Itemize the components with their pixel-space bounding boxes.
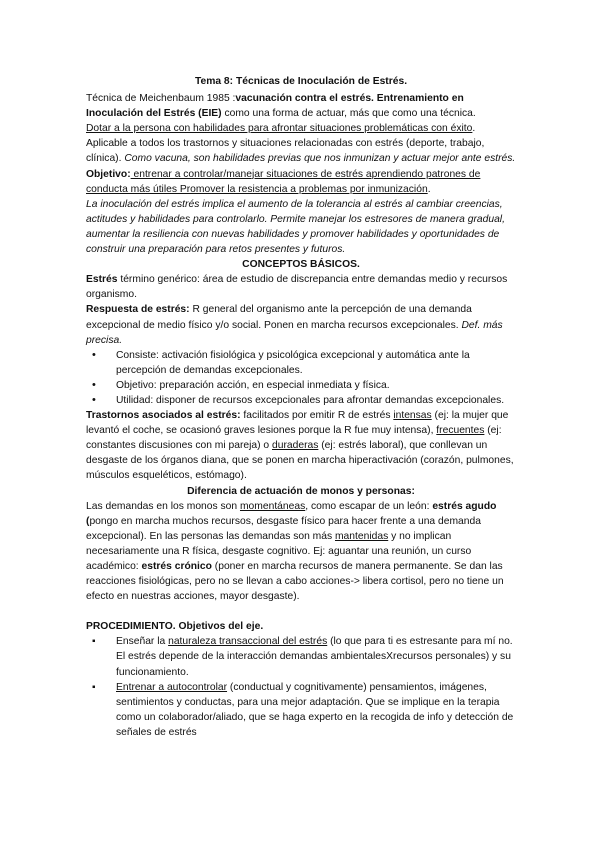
intro-end: .: [427, 183, 431, 195]
estres-text: término genérico: área de estudio de discrepancia entre demandas medio y recursos organismo.: [86, 274, 508, 301]
spacer: [86, 604, 516, 619]
trastornos-paragraph: [86, 408, 516, 483]
trastornos-text: (ej: constantes discusiones con mi pareja) o: [86, 425, 502, 452]
item-text: Enseñar la: [116, 636, 169, 648]
list-item: • Objetivo: preparación acción, en especial inmediata y física.: [86, 378, 516, 393]
item-underlined: Entrenar a autocontrolar: [116, 681, 228, 693]
trastornos-text: (ej: estrés laboral), que conllevan un desgaste de los órganos diana, que se ponen en marcha hiperactivación (corazón, pulmones, músculos esqueléticos, estómago).: [86, 440, 514, 482]
section-heading-conceptos: CONCEPTOS BÁSICOS.: [242, 259, 360, 271]
list-item: [86, 680, 516, 740]
trastornos-duraderas: duraderas: [272, 440, 319, 452]
item-text: (lo que para ti es estresante para mí no. El estrés depende de la interacción demandas ambientalesXrecursos personales) y su funcionamiento.: [116, 636, 513, 678]
estres-label: Estrés: [86, 274, 118, 286]
diferencia-mantenidas: mantenidas: [334, 530, 389, 542]
trastornos-label: Trastornos asociados al estrés:: [86, 410, 241, 422]
intro-text: Técnica de Meichenbaum 1985 :: [86, 93, 236, 105]
trastornos-text: (ej: la mujer que levantó el coche, se ocasionó graves lesiones porque la R fue muy intensa),: [86, 410, 509, 437]
intro-italic-note: Como vacuna, son habilidades previas que nos inmunizan y actuar mejor ante estrés.: [124, 153, 516, 165]
objective-text: entrenar a controlar/manejar situaciones de estrés aprendiendo patrones de conducta más útiles Promover la resistencia a problemas por inmunización: [86, 168, 481, 195]
procedimiento-list: [86, 634, 516, 740]
diferencia-text: Las demandas en los monos son: [86, 500, 240, 512]
diferencia-momentaneas: momentáneas: [239, 500, 306, 512]
document-page: [86, 74, 516, 740]
list-item: • Consiste: activación fisiológica y psicológica excepcional y automática ante la percepción de demandas excepcionales.: [86, 348, 516, 378]
intro-text: como una forma de actuar, más que como una técnica.: [221, 108, 476, 120]
trastornos-frecuentes: frecuentes: [436, 425, 485, 437]
diferencia-text: (poner en marcha recursos de manera permanente. Se dan las reacciones fisiológicas, pero no se llevan a cabo acciones-> libera cortisol, pero no tiene un efecto en nuestras acciones, mayor desgaste).: [86, 561, 504, 603]
respuesta-bullet-list: [86, 348, 516, 408]
item-underlined: naturaleza transaccional del estrés: [168, 636, 328, 648]
trastornos-text: facilitados por emitir R de estrés: [240, 410, 394, 422]
diferencia-text: pongo en marcha muchos recursos, desgaste físico para hacer frente a una demanda excepcional). En las personas las demandas son más: [86, 515, 481, 542]
intro-underlined-goal: Dotar a la persona con habilidades para afrontar situaciones problemáticas con éxito: [86, 123, 473, 135]
list-item: [86, 634, 516, 679]
page-title: Tema 8: Técnicas de Inoculación de Estrés.: [194, 76, 408, 87]
estres-definition: [86, 272, 516, 302]
intro-bold-term: vacunación contra el estrés. Entrenamiento en Inoculación del Estrés (EIE): [86, 93, 464, 120]
respuesta-definition: [86, 302, 516, 347]
section-heading-procedimiento: PROCEDIMIENTO. Objetivos del eje.: [86, 621, 264, 633]
list-item: • Utilidad: disponer de recursos excepcionales para afrontar demandas excepcionales.: [86, 393, 516, 408]
respuesta-label: Respuesta de estrés:: [86, 304, 190, 316]
diferencia-text: , como escapar de un león:: [305, 500, 433, 512]
inoculation-paragraph: La inoculación del estrés implica el aumento de la tolerancia al estrés al cambiar creencias, actitudes y habilidades para controlarlo. Permite manejar los estresores de manera gradual, aumentar la resiliencia con nuevas habilidades y promover habilidades y oportunidades de construir una preparación para retos presentes y futuros.: [86, 198, 505, 256]
trastornos-intensas: intensas: [393, 410, 432, 422]
respuesta-text: R general del organismo ante la percepción de una demanda excepcional de medio físico y/o social. Ponen en marcha recursos excepcionales.: [86, 304, 472, 331]
section-heading-diferencia: Diferencia de actuación de monos y personas:: [187, 485, 415, 497]
intro-paragraph: [86, 91, 516, 197]
intro-text: . Aplicable a todos los trastornos y situaciones relacionadas con estrés (deporte, trabajo, clínica).: [86, 123, 485, 165]
item-text: (conductual y cognitivamente) pensamientos, imágenes, sentimientos y conductas, para una mejor adaptación. Que se implique en la terapia como un colaborador/aliado, que se haga experto en la recogida de info y detección de señales de estrés: [116, 681, 514, 738]
estres-agudo-label: estrés agudo (: [86, 500, 497, 527]
respuesta-italic: Def. más precisa.: [86, 319, 503, 346]
diferencia-text: y no implican necesariamente una R física, desgaste cognitivo. Ej: aguantar una reunión, un curso académico:: [86, 530, 472, 572]
diferencia-paragraph: [86, 499, 516, 605]
objective-label: Objetivo:: [86, 168, 131, 180]
estres-cronico-label: estrés crónico: [141, 561, 212, 572]
